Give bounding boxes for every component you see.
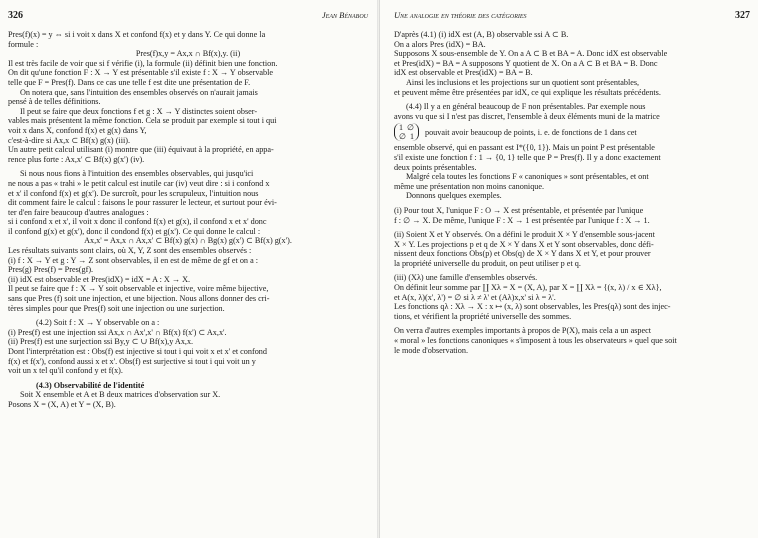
text-line: Un autre petit calcul utilisant (i) montre que (iii) équivaut à la propriété, en appa- [8, 145, 274, 155]
text-line: Il peut se faire que deux fonctions f et g : X → Y distinctes soient obser- [20, 106, 258, 116]
text-line: Posons X = (X, A) et Y = (X, B). [8, 399, 116, 409]
left-page-number: 326 [8, 10, 23, 21]
matrix-cell: 1 [409, 132, 414, 142]
text-line: ter d'en faire beaucoup d'autres analogues : [8, 207, 149, 217]
text-line: X × Y. Les projections p et q de X × Y dans X et Y sont observables, donc défi- [394, 239, 654, 249]
text-line: et peuvent même être présentées par idX, ce qui explique les résultats précédents. [394, 87, 661, 97]
text-line: On a alors Pres (idX) = BA. [394, 39, 486, 49]
text-line: On définit leur somme par ∐ Xλ = X = (X, A), par X = ∐ Xλ = {(x, λ) / x ∈ Xλ}, [394, 283, 662, 293]
text-line: si i confond x et x', il voit x donc il confond f(x) et g(x), il confond x et x' donc [8, 217, 267, 227]
text-line: Dont l'interprétation est : Obs(f) est injective si tout i qui voit x et x' et confond [8, 347, 267, 356]
text-line: et A(x, λ)(x', λ') = ∅ si λ ≠ λ' et (Aλ)x,x' si λ = λ'. [394, 292, 556, 302]
formula-line: c'est-à-dire si Ax,x ⊂ Bf(x) g(x) (iii). [8, 135, 131, 145]
text-line: nissent deux fonctions Obs(p) et Obs(q) de X × Y dans X et Y, et pour prouver [394, 249, 651, 259]
formula-line: Pres(f)x,y = Ax,x ∩ Bf(x),y. (ii) [135, 49, 241, 59]
text-line: « moral » les fonctions canoniques « s'imposent à tous les observateurs » quel que soit [394, 336, 677, 346]
left-running-head: Jean Bénabou [321, 10, 368, 20]
text-line: le mode d'observation. [394, 345, 469, 355]
text-line: f(x) et f(x'), confond aussi x et x'. Obs(f) est surjective si tout i qui voit un y [8, 356, 256, 366]
text-line: f : ∅ → X. De même, l'unique F : X → 1 est présentée par l'unique f : X → 1. [394, 215, 650, 225]
text-line: Pres(g) Pres(f) = Pres(gf). [8, 265, 94, 275]
matrix-cell: 1 [399, 123, 403, 133]
text-line: Malgré cela toutes les fonctions F « canoniques » sont présentables, et ont [406, 172, 649, 182]
text-line: (ii) idX est observable et Pres(idX) = idX = A : X → X. [8, 274, 191, 284]
formula-line: rence plus forte : Ax,x' ⊂ Bf(x) g(x') (iv). [8, 154, 145, 164]
left-page-body [8, 30, 368, 410]
text-line: Il est très facile de voir que si f vérifie (i), la formule (ii) définit bien une fonction. [8, 58, 278, 68]
section-heading: (4.2) Soit f : X → Y observable on a : [36, 318, 160, 328]
text-line: avons vu que si I n'est pas discret, l'ensemble à deux éléments muni de la matrice [394, 111, 660, 121]
matrix-cell: ∅ [399, 132, 406, 142]
text-line: (i) f : X → Y et g : Y → Z sont observables, il en est de même de gf et on a : [8, 255, 259, 265]
text-line: Il peut se faire que f : X → Y soit observable et injective, voire même bijective, [8, 284, 269, 294]
right-page-number: 327 [735, 10, 750, 21]
matrix-cell: ∅ [407, 123, 414, 133]
text-line: Les fonctions qλ : Xλ → X : x ↦ (x, λ) sont observables, les Pres(qλ) sont des injec- [394, 302, 671, 312]
text-line: pouvait avoir beaucoup de points, i. e. de fonctions de 1 dans cet [424, 127, 637, 137]
text-line: voit x dans X, confond f(x) et g(x) dans Y, [8, 125, 147, 135]
text-line: Pres(f)(x) = y ⇔ si i voit x dans X et confond f(x) et y dans Y. Ce qui donne la [8, 30, 266, 39]
observation-matrix [394, 123, 419, 141]
text-line: (i) Pres(f) est une injection ssi Ax,x ∩ Ax',x' ∩ Bf(x) f(x') ⊂ Ax,x'. [8, 327, 227, 337]
text-line: il confond g(x) et g(x'), donc il condond f(x) et g(x'). Ce qui donne le calcul : [8, 226, 261, 236]
text-line: Supposons X sous-ensemble de Y. On a A ⊂ B et BA = A. Donc idX est observable [394, 49, 668, 59]
text-line: (ii) Pres(f) est une surjection ssi By,y ⊂ ∪ Bf(x),y Ax,x. [8, 337, 194, 347]
text-line: Donnons quelques exemples. [406, 191, 502, 201]
text-line: formule : [8, 39, 39, 49]
text-line: (i) Pour tout X, l'unique F : O → X est présentable, et présentée par l'unique [394, 205, 644, 215]
text-line: (iii) (Xλ) une famille d'ensembles observés. [394, 273, 538, 283]
text-line: Les résultats suivants sont clairs, où X, Y, Z sont des ensembles observés : [8, 246, 252, 256]
right-page-body [394, 30, 750, 355]
text-line: On dit qu'une fonction F : X → Y est présentable s'il existe f : X → Y observable [8, 68, 274, 78]
text-line: Ainsi les inclusions et les projections sur un quotient sont présentables, [406, 77, 640, 87]
text-line: (ii) Soient X et Y observés. On a défini le produit X × Y d'ensemble sous-jacent [394, 230, 655, 240]
right-page [380, 0, 758, 538]
text-line: même une présentation non moins canonique. [394, 181, 545, 191]
text-line: la propriété universelle du produit, on peut utiliser p et q. [394, 258, 581, 268]
text-line: voit un x tel qu'il confond y et f(x). [8, 366, 123, 376]
text-line: sans que Pres (f) soit une injection, et une bijection. Nous allons donner des cri- [8, 294, 270, 304]
text-line: D'après (4.1) (i) idX est (A, B) observable ssi A ⊂ B. [394, 30, 569, 39]
text-line: pensé à de telles définitions. [8, 97, 101, 107]
text-line: telle que F = Pres(f). Dans ce cas une telle f est dite une présentation de F. [8, 77, 251, 87]
left-page [0, 0, 378, 538]
text-line: deux points présentables. [394, 162, 477, 172]
text-line: dit comment faire le calcul : faisons le pour rassurer le lecteur, et surtout pour évi- [8, 198, 277, 208]
right-running-head: Une analogie en théorie des catégories [394, 10, 527, 20]
text-line: Soit X ensemble et A et B deux matrices d'observation sur X. [20, 390, 221, 400]
text-line: ensemble observé, qui en passant est I*({0, 1}). Mais un point P est présentable [394, 143, 655, 153]
right-page-header [394, 10, 750, 30]
section-heading: (4.3) Observabilité de l'identité [36, 380, 145, 390]
text-line: tères simples pour que Pres(f) soit une injection ou une surjection. [8, 303, 225, 313]
text-line: Si nous nous fions à l'intuition des ensembles observables, qui jusqu'ici [20, 169, 254, 179]
text-line: et x' il confond f(x) et g(x'). De surcroît, pour les scrupuleux, l'intuition nous [8, 188, 259, 198]
text-line: vables mais présentent la même fonction. Cela se produit par exemple si tout i qui [8, 116, 277, 126]
text-line: On notera que, sans l'intuition des ensembles observés on n'aurait jamais [20, 87, 258, 97]
left-page-header [8, 10, 368, 30]
text-line: et Pres(idX) = BA = A supposons Y quotient de X. On a A ⊂ B et BA = B. Donc [394, 58, 658, 68]
text-line: (4.4) Il y a en général beaucoup de F non présentables. Par exemple nous [406, 102, 646, 112]
text-line: ne nous a pas « trahi » le petit calcul est inutile car (iv) veut dire : si i confond x [8, 178, 270, 188]
text-line: s'il existe une fonction f : 1 → {0, 1} telle que P = Pres(f). Il y a donc exactement [394, 152, 661, 162]
formula-line: Ax,x' = Ax,x ∩ Ax,x' ⊂ Bf(x) g(x) ∩ Bg(x) g(x') ⊂ Bf(x) g(x'). [84, 236, 292, 246]
text-line: idX est observable et Pres(idX) = BA = B. [394, 68, 533, 78]
text-line: tions, et vérifient la propriété universelle des sommes. [394, 311, 572, 321]
matrix-block [394, 123, 750, 141]
text-line: On verra d'autres exemples importants à propos de P(X), mais cela a un aspect [394, 326, 652, 336]
